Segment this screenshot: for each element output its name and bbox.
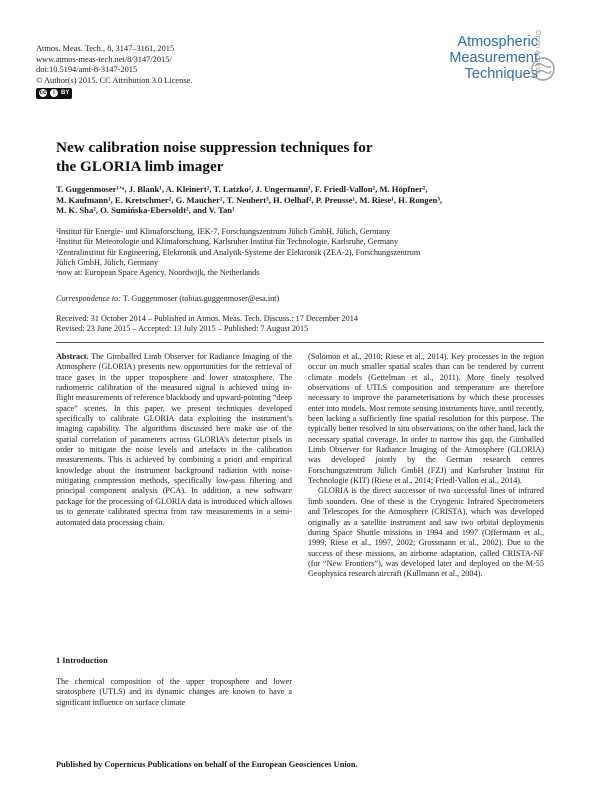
title-line-1: New calibration noise suppression techniques for xyxy=(56,139,373,156)
journal-name-line3: Techniques xyxy=(464,66,538,82)
author-list xyxy=(56,184,556,216)
journal-name-line2: Measurement xyxy=(449,50,538,66)
open-access-label: Open Access xyxy=(534,30,541,75)
dates-revised: Revised: 23 June 2015 – Accepted: 13 July 2015 – Published: 7 August 2015 xyxy=(56,324,309,334)
cc-icon: cc xyxy=(39,90,47,97)
introduction-paragraph: The chemical composition of the upper troposphere and lower stratosphere (UTLS) and its dynamic changes are known to have a significant influence on surface climate xyxy=(56,677,292,707)
cc-by-license-icon[interactable] xyxy=(36,88,72,99)
person-icon: i xyxy=(50,89,58,97)
article-metadata xyxy=(36,44,192,103)
correspondence-label: Correspondence to: xyxy=(56,294,121,303)
affiliation-1: ¹Institut für Energie- und Klimaforschung, IEK-7, Forschungszentrum Jülich GmbH, Jülich, Germany xyxy=(56,227,391,236)
abstract-label: Abstract. xyxy=(56,352,89,361)
abstract-text: The Gimballed Limb Observer for Radiance Imaging of the Atmosphere (GLORIA) presents new opportunities for the retrieval of trace gases in the upper troposphere and lower stratosphere. The radiometric calibration of the measured signal is achieved using in-flight measurements of reference blackbody and upward-pointing “deep space” scenes. In this paper, we present techniques developed specifically to calibrate GLORIA data exploiting the instrument’s imaging capability. The algorithms discussed here make use of the spatial correlation of parameters across GLORIA’s detector pixels in order to mitigate the noise levels and artefacts in the calibration measurements. This is achieved by combining a priori and empirical knowledge about the instrument background radiation with noise-mitigating compression methods, specifically low-pass filtering and principal component analysis (PCA). In addition, a new software package for the processing of GLORIA data is introduced which allows us to generate calibrated spectra from raw measurements in a semi-automated data processing chain. xyxy=(56,352,292,527)
affiliation-2: ²Institut für Meteorologie und Klimaforschung, Karlsruher Institut für Technologie, Karlsruhe, Germany xyxy=(56,237,399,247)
right-paragraph-1: (Solomon et al., 2010; Riese et al., 2014). Key processes in the region occur on much smaller spatial scales than can be rendered by current climate models (Gettelman et al., 2011). More finely resolved observations of UTLS composition and temperature are therefore necessary to improve the parameterisations by which these processes enter into models. Most remote sensing instruments have, until recently, been lacking a sufficiently fine spatial resolution for this purpose. The typically better resolved in situ observations, on the other hand, lack the necessary spatial coverage. In order to narrow this gap, the Gimballed Limb Observer for Radiance Imaging of the Atmosphere (GLORIA) was developed jointly by the German research centres Forschungszentrum Jülich GmbH (FZJ) and Karlsruher Institut für Technologie (KIT) (Riese et al., 2014; Friedl-Vallon et al., 2014). xyxy=(308,352,544,486)
abstract-column xyxy=(56,352,292,528)
globe-icon xyxy=(530,56,556,82)
affiliation-3: ³Zentralinstitut für Engineering, Elektronik und Analytik-Systeme der Elektronik (ZEA-2), Forschungszentrum xyxy=(56,247,421,257)
affiliation-3-cont: Jülich GmbH, Jülich, Germany xyxy=(56,257,159,267)
title-line-2: the GLORIA limb imager xyxy=(56,158,224,175)
header-divider xyxy=(56,342,544,343)
citation-line: Atmos. Meas. Tech., 8, 3147–3161, 2015 xyxy=(36,44,175,53)
authors-line-2: M. Kaufmann¹, E. Kretschmer², G. Maucher², T. Neubert³, H. Oelhaf², P. Preusse¹, M. Riese¹, H. Rongen³, xyxy=(56,194,443,205)
correspondence xyxy=(56,294,556,303)
affiliation-a: ᵃnow at: European Space Agency, Noordwijk, the Netherlands xyxy=(56,268,260,278)
journal-name xyxy=(378,34,538,82)
dates-received: Received: 31 October 2014 – Published in Atmos. Meas. Tech. Discuss.: 17 December 2014 xyxy=(56,314,358,323)
license-line: © Author(s) 2015. CC Attribution 3.0 License. xyxy=(36,75,193,85)
publication-dates xyxy=(56,314,556,335)
affiliations xyxy=(56,227,556,278)
abstract xyxy=(56,352,292,528)
cc-badge-text: BY xyxy=(61,90,70,97)
journal-name-line1: Atmospheric xyxy=(457,34,538,50)
doi-line[interactable]: doi:10.5194/amt-8-3147-2015 xyxy=(36,65,138,75)
authors-line-1: T. Guggenmoser¹ʼᵃ, J. Blank¹, A. Kleinert², T. Latzko², J. Ungermann¹, F. Friedl-Vallon², M. Höpfner², xyxy=(56,184,428,194)
article-url[interactable]: www.atmos-meas-tech.net/8/3147/2015/ xyxy=(36,54,172,64)
right-paragraph-2: GLORIA is the direct successor of two successful lines of infrared limb sounders. One of these is the Cryogenic Infrared Spectrometers and Telescopes for the Atmosphere (CRISTA), which was developed originally as a satellite instrument and saw two orbital deployments during Space Shuttle missions in 1994 and 1997 (Offermann et al., 1999; Riese et al., 1997, 2002; Grossmann et al., 2002). Due to the success of these missions, an airborne adaptation, called CRISTA-NF (for “New Frontiers”), was developed later and deployed on the M-55 Geophysica research aircraft (Kullmann et al., 2004). xyxy=(308,486,544,579)
publisher-footer: Published by Copernicus Publications on behalf of the European Geosciences Union. xyxy=(56,760,358,769)
section-heading-introduction: 1 Introduction xyxy=(56,656,108,665)
authors-line-3: M. K. Sha², O. Sumińska-Ebersoldt², and V. Tan¹ xyxy=(56,205,235,216)
right-column xyxy=(308,352,544,580)
correspondence-text[interactable]: T. Guggenmoser (tobias.guggenmoser@esa.int) xyxy=(120,294,280,303)
paper-title xyxy=(56,138,556,176)
journal-logo xyxy=(358,26,558,96)
